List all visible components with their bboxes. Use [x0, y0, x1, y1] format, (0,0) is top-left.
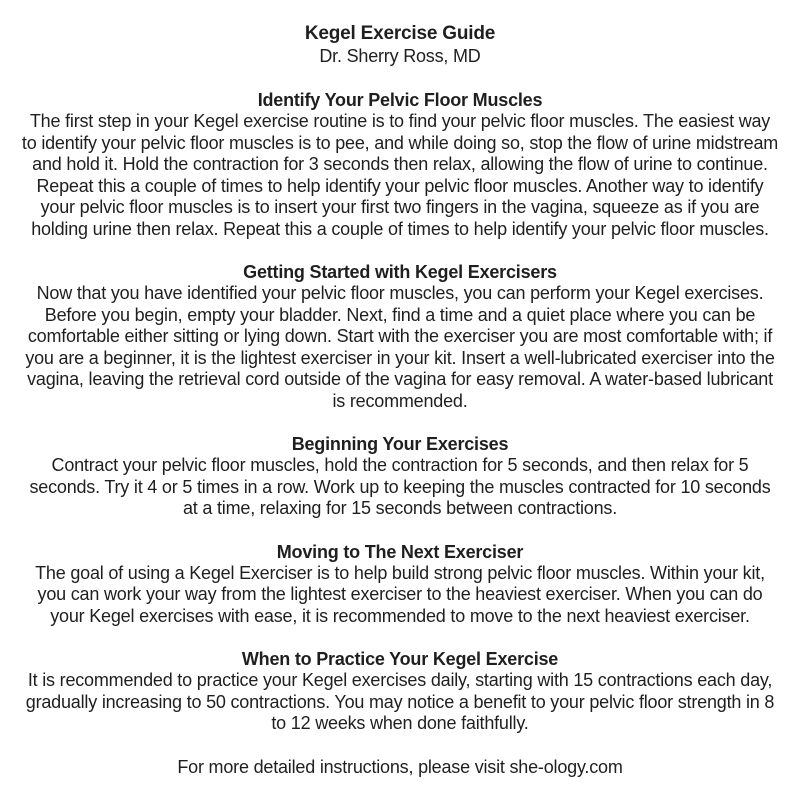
section-heading: Getting Started with Kegel Exercisers — [243, 262, 557, 282]
section-heading: Beginning Your Exercises — [291, 434, 509, 454]
section-body-text: The goal of using a Kegel Exerciser is to help build strong pelvic floor muscles. Within your kit, you can work your way from the lightest exerciser to the heaviest exerciser. When you can do your Kegel exercises with ease, it is recommended to move to the next heaviest exerciser. — [35, 562, 765, 626]
section-heading: Identify Your Pelvic Floor Muscles — [257, 90, 543, 110]
section-heading: When to Practice Your Kegel Exercise — [241, 649, 559, 669]
section-body-text: Contract your pelvic floor muscles, hold the contraction for 5 seconds, and then relax for 5 seconds. Try it 4 or 5 times in a row. Work up to keeping the muscles contracted for 10 seconds at a time, relaxing for 15 seconds between contractions. — [29, 455, 771, 518]
section-when-to-practice — [21, 648, 779, 735]
section-body-text: It is recommended to practice your Kegel exercises daily, starting with 15 contractions each day, gradually increasing to 50 contractions. You may notice a benefit to your pelvic floor strength in 8 to 12 weeks when done faithfully. — [25, 670, 775, 733]
section-body-text: Now that you have identified your pelvic floor muscles, you can perform your Kegel exercises. Before you begin, empty your bladder. Next, find a time and a quiet place where you can be comfortable either sitting or lying down. Start with the exerciser you are most comfortable with; if you are a beginner, it is the lightest exerciser in your kit. Insert a well-lubricated exerciser into the vagina, leaving the retrieval cord outside of the vagina for easy removal. A water-based lubricant is recommended. — [25, 283, 775, 411]
section-heading: Moving to The Next Exerciser — [276, 541, 524, 562]
section-identify-muscles — [21, 89, 779, 240]
section-body-text: The first step in your Kegel exercise routine is to find your pelvic floor muscles. The easiest way to identify your pelvic floor muscles is to pee, and while doing so, stop the flow of urine midstream and hold it. Hold the contraction for 3 seconds then relax, allowing the flow of urine to continue. Repeat this a couple of times to help identify your pelvic floor muscles. Another way to identify your pelvic floor muscles is to insert your first two fingers in the vagina, squeeze as if you are holding urine then relax. Repeat this a couple of times to help identify your pelvic floor muscles. — [21, 111, 779, 239]
section-beginning-exercises — [21, 433, 779, 520]
author-byline: Dr. Sherry Ross, MD — [319, 46, 481, 66]
kegel-exercise-guide-document — [21, 0, 779, 778]
page-title: Kegel Exercise Guide — [304, 23, 496, 44]
footer-instructions-note: For more detailed instructions, please visit she-ology.com — [177, 756, 623, 777]
section-next-exerciser — [21, 541, 779, 628]
section-getting-started — [21, 261, 779, 412]
